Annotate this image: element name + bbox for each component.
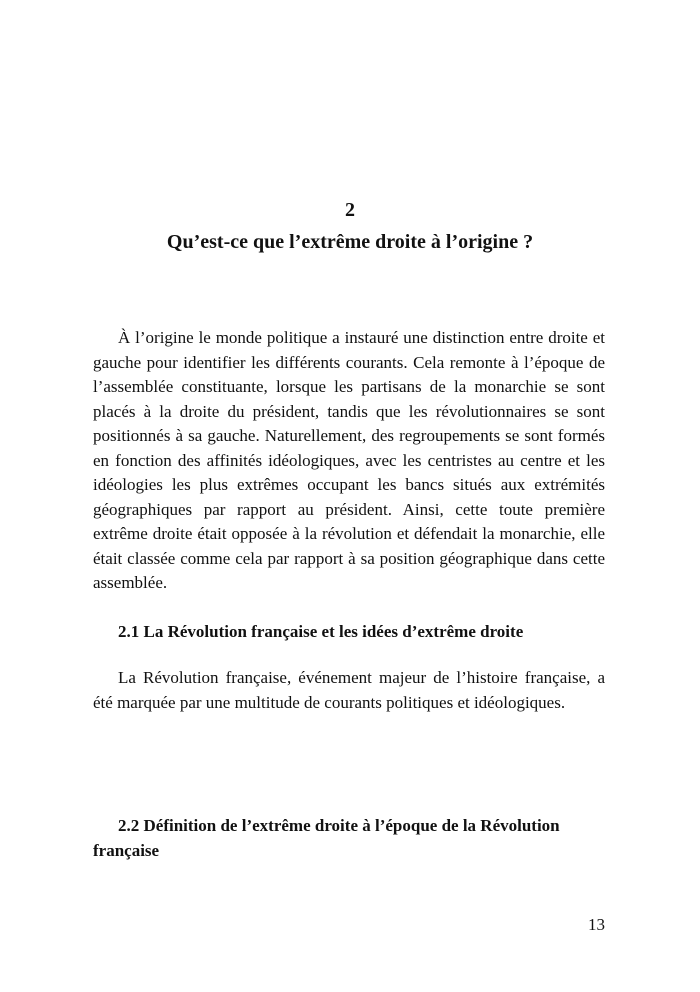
paragraph-intro: À l’origine le monde politique a instauré une distinction entre droite et gauche pour identifier les différents courants. Cela remonte à l’époque de l’assemblée constituante, lorsque les partisans de la monarchie se sont placés à la droite du président, tandis que les révolutionnaires se sont positionnés à sa gauche. Naturellement, des regroupements se sont formés en fonction des affinités idéologiques, avec les centristes au centre et les idéologies les plus extrêmes occupant les bancs situés aux extrémités géographiques par rapport au président. Ainsi, cette toute première extrême droite était opposée à la révolution et défendait la monarchie, elle était classée comme cela par rapport à sa position géographique dans cette assemblée. <box>93 328 605 592</box>
chapter-title: Qu’est-ce que l’extrême droite à l’origine ? <box>166 231 534 253</box>
page-number: 13 <box>588 915 605 934</box>
paragraph-revolution: La Révolution française, événement majeur de l’histoire française, a été marquée par une multitude de courants politiques et idéologiques. <box>93 668 605 712</box>
section-heading-2-1: 2.1 La Révolution française et les idées d’extrême droite <box>118 622 524 641</box>
chapter-number: 2 <box>345 199 355 221</box>
section-heading-2-2: 2.2 Définition de l’extrême droite à l’époque de la Révolution française <box>93 816 560 860</box>
